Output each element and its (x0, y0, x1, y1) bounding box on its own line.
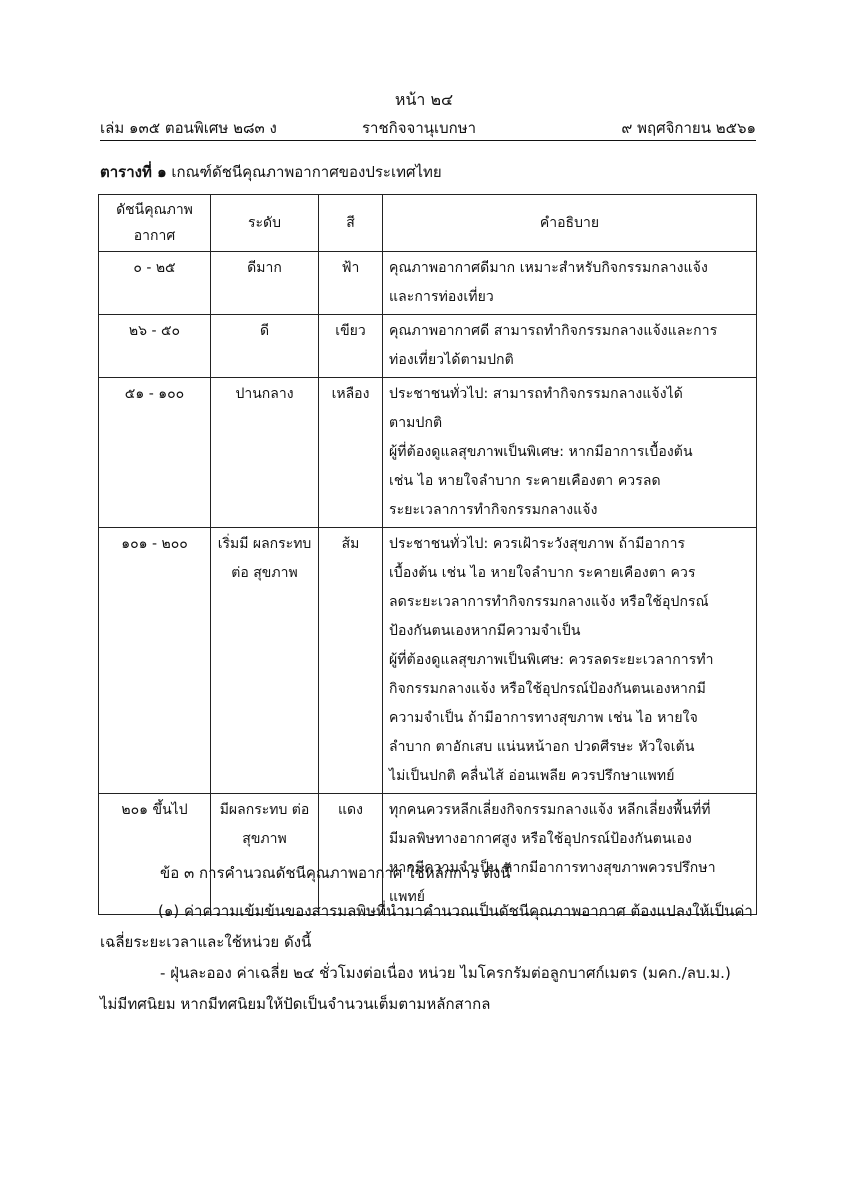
table-caption-text: เกณฑ์ดัชนีคุณภาพอากาศของประเทศไทย (166, 163, 442, 181)
clause-3-paragraph: ข้อ ๓ การคำนวณดัชนีคุณภาพอากาศ ใช้หลักการ ดังนี้ (160, 864, 511, 882)
description-line: คุณภาพอากาศดีมาก เหมาะสำหรับกิจกรรมกลางแจ้ง (389, 260, 708, 276)
aqi-color: แดง (319, 794, 383, 915)
pm-unit-paragraph: - ฝุ่นละออง ค่าเฉลี่ย ๒๔ ชั่วโมงต่อเนื่อง หน่วย ไมโครกรัมต่อลูกบาศก์เมตร (มคก./ลบ.ม.) ไม่มีทศนิยม หากมีทศนิยมให้ปัดเป็นจำนวนเต็มตามหลักสากล (100, 964, 731, 1013)
header-divider (100, 140, 756, 141)
description-line: หากมีความจำเป็น หากมีอาการทางสุขภาพควรปรึกษา (389, 860, 716, 876)
clause-3-item-1-paragraph: (๑) ค่าความเข้มข้นของสารมลพิษที่นำมาคำนวณเป็นดัชนีคุณภาพอากาศ ต้องแปลงให้เป็นค่าเฉลี่ยระยะเวลาและใช้หน่วย ดังนี้ (100, 902, 753, 951)
description-line: เบื้องต้น เช่น ไอ หายใจลำบาก ระคายเคืองตา ควร (389, 565, 696, 581)
aqi-range: ๑๐๑ - ๒๐๐ (99, 528, 211, 794)
aqi-criteria-table (98, 194, 757, 915)
table-row (99, 252, 757, 315)
description-line: ผู้ที่ต้องดูแลสุขภาพเป็นพิเศษ: ควรลดระยะเวลาการทำ (389, 652, 714, 668)
description-line: แพทย์ (389, 889, 426, 905)
aqi-description (383, 252, 757, 315)
aqi-level: ปานกลาง (211, 378, 319, 528)
description-line: ไม่เป็นปกติ คลื่นไส้ อ่อนเพลีย ควรปรึกษาแพทย์ (389, 768, 675, 784)
aqi-range: ๒๐๑ ขึ้นไป (99, 794, 211, 915)
description-line: ตามปกติ (389, 415, 443, 431)
aqi-color: เหลือง (319, 378, 383, 528)
table-row (99, 315, 757, 378)
aqi-description (383, 315, 757, 378)
aqi-description (383, 528, 757, 794)
table-row (99, 528, 757, 794)
aqi-range: ๒๖ - ๕๐ (99, 315, 211, 378)
description-line: ท่องเที่ยวได้ตามปกติ (389, 352, 514, 368)
description-line: คุณภาพอากาศดี สามารถทำกิจกรรมกลางแจ้งและการ (389, 323, 718, 339)
aqi-color: ส้ม (319, 528, 383, 794)
description-line: กิจกรรมกลางแจ้ง หรือใช้อุปกรณ์ป้องกันตนเองหากมี (389, 681, 706, 697)
table-caption-label: ตารางที่ ๑ (100, 163, 167, 181)
description-line: ลำบาก ตาอักเสบ แน่นหน้าอก ปวดศีรษะ หัวใจเต้น (389, 739, 695, 755)
description-line: เช่น ไอ หายใจลำบาก ระคายเคืองตา ควรลด (389, 473, 661, 489)
description-line: ป้องกันตนเองหากมีความจำเป็น (389, 623, 581, 639)
description-line: ประชาชนทั่วไป: สามารถทำกิจกรรมกลางแจ้งได้ (389, 386, 683, 402)
aqi-range: ๕๑ - ๑๐๐ (99, 378, 211, 528)
table-header-row (99, 195, 757, 252)
description-line: มีมลพิษทางอากาศสูง หรือใช้อุปกรณ์ป้องกันตนเอง (389, 831, 692, 847)
aqi-level: ดีมาก (211, 252, 319, 315)
aqi-level: เริ่มมี ผลกระทบต่อ สุขภาพ (211, 528, 319, 794)
aqi-color: ฟ้า (319, 252, 383, 315)
page-number: หน้า ๒๔ (394, 90, 454, 109)
description-line: ประชาชนทั่วไป: ควรเฝ้าระวังสุขภาพ ถ้ามีอาการ (389, 536, 686, 552)
issue-date: ๙ พฤศจิกายน ๒๕๖๑ (621, 119, 756, 137)
volume-info: เล่ม ๑๓๕ ตอนพิเศษ ๒๘๓ ง (100, 119, 277, 137)
header-description: คำอธิบาย (383, 195, 757, 252)
aqi-level: มีผลกระทบ ต่อสุขภาพ (211, 794, 319, 915)
aqi-level: ดี (211, 315, 319, 378)
table-row (99, 378, 757, 528)
description-line: ผู้ที่ต้องดูแลสุขภาพเป็นพิเศษ: หากมีอาการเบื้องต้น (389, 444, 693, 460)
description-line: ทุกคนควรหลีกเลี่ยงกิจกรรมกลางแจ้ง หลีกเลี่ยงพื้นที่ที่ (389, 802, 711, 818)
description-line: ระยะเวลาการทำกิจกรรมกลางแจ้ง (389, 502, 598, 518)
description-line: ความจำเป็น ถ้ามีอาการทางสุขภาพ เช่น ไอ หายใจ (389, 710, 698, 726)
aqi-range: ๐ - ๒๕ (99, 252, 211, 315)
description-line: ลดระยะเวลาการทำกิจกรรมกลางแจ้ง หรือใช้อุปกรณ์ (389, 594, 709, 610)
header-color: สี (319, 195, 383, 252)
description-line: และการท่องเที่ยว (389, 289, 494, 305)
table-caption (100, 160, 442, 184)
gazette-title: ราชกิจจานุเบกษา (362, 119, 477, 137)
aqi-color: เขียว (319, 315, 383, 378)
header-level: ระดับ (211, 195, 319, 252)
header-aqi: ดัชนีคุณภาพ อากาศ (99, 195, 211, 252)
gazette-header (100, 116, 756, 138)
aqi-description (383, 378, 757, 528)
